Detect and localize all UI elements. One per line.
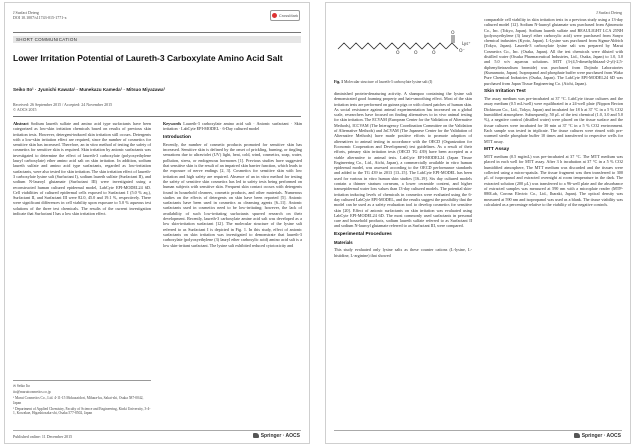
experimental-heading: Experimental Procedures	[334, 231, 392, 237]
crossmark-icon	[272, 13, 277, 18]
springer-logo: Springer	[581, 433, 603, 439]
ether-oxygen-3: O	[432, 51, 436, 56]
materials-heading: Materials	[334, 240, 353, 246]
springer-horse-icon	[253, 433, 259, 438]
footnotes	[13, 380, 151, 417]
article-title: Lower Irritation Potential of Laureth-3 Carboxylate Amino Acid Salt	[13, 53, 283, 63]
section-type: SHORT COMMUNICATION	[13, 36, 301, 43]
page2-right-column	[484, 17, 623, 209]
mtt-assay-text: MTT medium (0.5 mg/mL) was pre-incubated at 37 °C. The MTT medium was placed in each well for MTT assay. After 3 h incubation at 37 °C in a 5 % CO2 humidified atmosphere, The MTT medium was discarded and the tissues were collected using a micro-spatula. The tissue fragment was then transferred to 300 μL of isopropanol and extracted overnight at room temperature in the dark. The extracted solution (200 μL) was transferred to a 96-well plate and the absorbance of extracted samples was measured at 590 nm with a microplate reader (MTP-880Lab, Corona Electric Co., Ltd., Ibaraki, Japan). The optical density was measured at 590 nm and isopropanol was used as a blank. The tissue viability was calculated as a percentage relative to the viability of the negative controls.	[484, 154, 623, 207]
running-header: J Surfact Deterg	[596, 10, 622, 15]
keywords-heading: Keywords	[163, 121, 182, 126]
springer-logo: Springer	[260, 433, 282, 439]
materials-text: This study evaluated only lysine salts as these counter cations (L-lysine, L-histidine, L-arginine) that showed	[334, 247, 472, 258]
publisher-logos: Springer · AOCS	[574, 433, 621, 439]
affiliation-1: ¹ Marui Cosmetics Co., Ltd. 4-11-15 Mokuzaidori, Mihara-ku, Sakai-shi, Osaka 587-0042, Japan	[13, 396, 144, 405]
journal-info	[13, 10, 67, 20]
molecule-structure-figure	[334, 19, 474, 77]
abstract-heading: Abstract	[13, 121, 29, 126]
materials-continued-text: comparable cell viability in skin irritation tests in a previous study using a 13-day cultured model [12]. Sodium N-lauroyl glutamate was purchased from Ajinomoto Co., Inc. (Tokyo, Japan). Sodium laureth sulfate and BEAULIGHT LCA 25NH (polyoxyethylene (3) lauryl ether carboxylic acid) were purchased from Sanyo chemical industries (Kyoto, Japan). L-Lysine was purchased from Sigma-Aldrich (Tokyo, Japan). Laureth-3 carboxylate lysine salt was prepared by Marui Cosmetics Co., Inc. (Osaka, Japan). All the test chemicals were diluted with distilled water (Otsuka Pharmaceutical Industries, Ltd., Osaka, Japan) to 1.0, 3.0 and 5.0 w/v aqueous solutions. MTT (3-(4,5-dimethylthiazol-2-yl)-2,5-diphenyltetrazolium bromide) was purchased from Dojindo Laboratories (Kumamoto, Japan). Isopropanol and phosphate buffer were purchased from Wako Pure Chemical Industries (Osaka, Japan). The LabCyte EPI-MODEL24 6D was purchased from Japan Tissue Engineering Co. (Aichi, Japan).	[484, 17, 623, 86]
article-page-2	[325, 2, 631, 444]
abstract-text: Sodium laureth sulfate and amino acid type surfactants have been categorized as low-skin irritation chemicals based on results of previous skin irritation tests. However, detergent-induced skin irritation still occurs. Detergents with a low-skin irritation effect are required, since the number of cosmetics for sensitive skin has increased. Therefore, an in vitro method of testing the safety of cosmetics for sensitive skin is required. Skin irritation by anionic surfactants was investigated to determine the effect of laureth-3 carboxylate (polyoxyethylene lauryl carboxylate) ether amino acid salt on skin irritation. In addition, sodium laureth sulfate and amino acid type surfactants, regarded as low-irritation surfactants, were also tested for skin irritation. The skin irritation effect of laureth-3 carboxylate lysine salt (Surfactant I), sodium laureth sulfate (Surfactant II), and sodium N-lauroyl glutamate (Surfactant III) were investigated using a reconstructed human cultured epidermal model, LabCyte EPI-MODEL24 6D. Cell viabilities of cultured epidermal cells exposed to Surfactant I (5.0 % aq.), Surfactant II, and Surfactant III were 82.0, 45.0 and 19.1 %, respectively. There were significant differences in cell viability upon exposure to 5.0 % aqueous test solutions of the three test chemicals. The results of the current investigation indicate that Surfactant I has a low skin irritation effect.	[13, 121, 152, 217]
figure-caption-text: Molecular structure of laureth-3 carboxylate lysine salt (I)	[344, 80, 433, 84]
abstract-column	[13, 121, 151, 218]
journal-name: J Surfact Deterg	[13, 10, 39, 15]
introduction-text: Recently, the number of cosmetic products promoted for sensitive skin has increased. Sensitive skin is defined by the onset of prickling, burning, or tingling sensations due to ultraviolet (UV) light, heat, cold, wind, cosmetics, soap, water, pollution, stress, or endogenous hormones [1]. Previous studies have suggested that sensitive skin is the result of an impaired skin barrier function, which leads to the exposure of nerve endings [2, 3]. Cosmetics for sensitive skin with low irritation and high safety are required. Absence of an in vitro method for testing the safety of sensitive skin cosmetics has led to safety tests being performed on human subjects with sensitive skin. Frequent skin contact occurs with detergents found in household cleaners, cosmetic products, and other materials. Numerous studies on the effects of detergents on skin have been reported [5]. Anionic surfactants have been used in cosmetics as cleansing agents [6–11]. Anionic surfactants used in cosmetics need to be low-irritating; however, the lack of availability of such low-irritating surfactants spurred research on their development. Recently, laureth-3 carboxylate amine acid salt was developed as a low skin-irritation surfactant [12]. The molecular structure of the lysine salt referred to as Surfactant I is depicted in Fig. 1. In this study, effect of anionic surfactants on skin irritation was investigated to demonstrate that laureth-3 carboxylate (polyoxyethylene (3) lauryl ether carboxylic acid) amino acid salt is a low skin-irritant surfactant. The lysine salt exhibited reduced cytotoxicity and	[163, 141, 302, 248]
crossmark-badge[interactable]	[270, 10, 300, 21]
article-dates	[13, 102, 112, 112]
carboxylate-oxygen: O⁻	[459, 49, 465, 54]
figure-label: Fig. 1	[334, 80, 344, 84]
skin-irritation-text: The assay medium was pre-incubated at 37 °C. LabCyte tissue cultures and the assay medium (0.5 mL/well) were equilibrated in a 24-well plate (Nippon Becton Dickinson Co., Ltd., Tokyo, Japan) and incubated for 18 h at 37 °C in a 5 % CO2 humidified atmosphere. Subsequently, 50 μL of the test chemical (1.0, 3.0 and 5.0 %), a negative control (distilled water) were placed on the tissue surface and the tissue cultures were incubated for 30 min at 37 °C in a 5 % CO2 environment. Each sample was tested in triplicate. The tissue cultures were rinsed with pre-warmed sterile phosphate buffer 10 times and transferred to respective wells for MTT assay.	[484, 96, 623, 144]
corresponding-author: ✉ Seiko Ito	[13, 384, 30, 388]
copyright: © AOCS 2015	[13, 107, 37, 112]
footer-divider	[13, 430, 301, 431]
carbonyl-oxygen: O	[451, 31, 455, 36]
author-list: Seiko Ito¹ · Jyunichi Kawata¹ · Munekazu Kameda¹ · Mitsuo Miyazawa²	[13, 87, 166, 92]
ether-oxygen-2: O	[414, 51, 418, 56]
journal-doi[interactable]: DOI 10.1007/s11743-015-1771-x	[13, 15, 67, 20]
molecule-counterion-label: Lys⁺	[462, 41, 471, 46]
ether-oxygen-1: O	[396, 51, 400, 56]
introduction-heading: Introduction	[163, 134, 191, 140]
skin-irritation-heading: Skin Irritation Test	[484, 88, 526, 94]
page2-left-column	[334, 91, 472, 259]
alkyl-chain	[338, 43, 446, 49]
footer-divider	[334, 430, 622, 431]
intro-column	[163, 121, 302, 249]
publisher-logos: Springer · AOCS	[253, 433, 300, 439]
author-email[interactable]: ito@maruicosmetics.co.jp	[13, 390, 51, 394]
article-page-1	[4, 2, 310, 444]
background-text: diminished protein-denaturing activity. A shampoo containing the lysine salt demonstrated good foaming property and hair-smoothing effect. Most of the skin irritation tests are performed on guinea pigs or with closed patches of human skin. As social resistance against animal experimentation has increased on a global scale, researchers have focused on finding alternatives to in vivo animal testing for skin irritation. The ECVAM (European Center for the Validation of Alternative Methods), ICCVAM (The Interagency Coordination Committee on the Validation of Alternative Methods) and JaCVAM (The Japanese Center for the Validation of Alternative Methods) have made positive efforts to promote adoption of alternatives to animal testing in accordance with the OECD (Organization for Economic Cooperation and Development) test guidelines. As a result of their efforts, primary skin irritation tests (OECD TG 439) have been accepted as a viable alternative to animal tests. LabCyte EPI-MODEL24 (Japan Tissue Engineering Co., Ltd., Aichi, Japan), a commercially available in vitro human epidermal model, was assessed according to the OECD performance standards and added to the TG 439 in 2013 [13–15]. The LabCyte EPI-MODEL has been used for various in vitro human skin studies [16–19]. Six day cultured models contain a thinner stratum corneum, a lower ceramide content, and higher transepidermal water loss values than 13-day cultured models. The potential skin-irritation inducing levels of chemicals in cosmetics were evaluated using the 6-day cultured LabCyte EPI-MODEL, and the results suggest the possibility that the model can be used as a safety evaluation tool to develop cosmetics for sensitive skin [20]. Effect of anionic surfactants on skin irritation was evaluated using LabCyte EPI-MODEL24 6D. The most commonly used surfactants in personal care and household products, sodium laureth sulfate referred to as Surfactant II and sodium N-lauroyl glutamate referred to as Surfactant III, were compared.	[334, 91, 472, 229]
aocs-logo: AOCS	[606, 433, 621, 439]
crossmark-label: CrossMark	[278, 13, 299, 18]
molecule-skeleton	[338, 35, 458, 49]
mtt-assay-heading: MTT Assay	[484, 146, 510, 152]
carboxylate-tail	[446, 43, 458, 49]
figure-caption	[334, 80, 474, 85]
keywords-text: Laureth-3 carboxylate amino acid salt · Anionic surfactant · Skin irritation · LabCyte EPI-MODEL · 6-Day cultured model	[163, 121, 302, 132]
springer-horse-icon	[574, 433, 580, 438]
aocs-logo: AOCS	[285, 433, 300, 439]
published-date: Published online: 11 December 2015	[13, 434, 73, 439]
title-divider	[13, 116, 301, 117]
header-divider	[13, 32, 301, 33]
received-accepted: Received: 26 September 2015 / Accepted: 24 November 2015	[13, 102, 113, 107]
affiliation-2: ² Department of Applied Chemistry, Faculty of Science and Engineering, Kinki University, 3-4-1, Kowakae, Higashiosaka-shi, Osaka 577-8502, Japan	[13, 406, 151, 415]
